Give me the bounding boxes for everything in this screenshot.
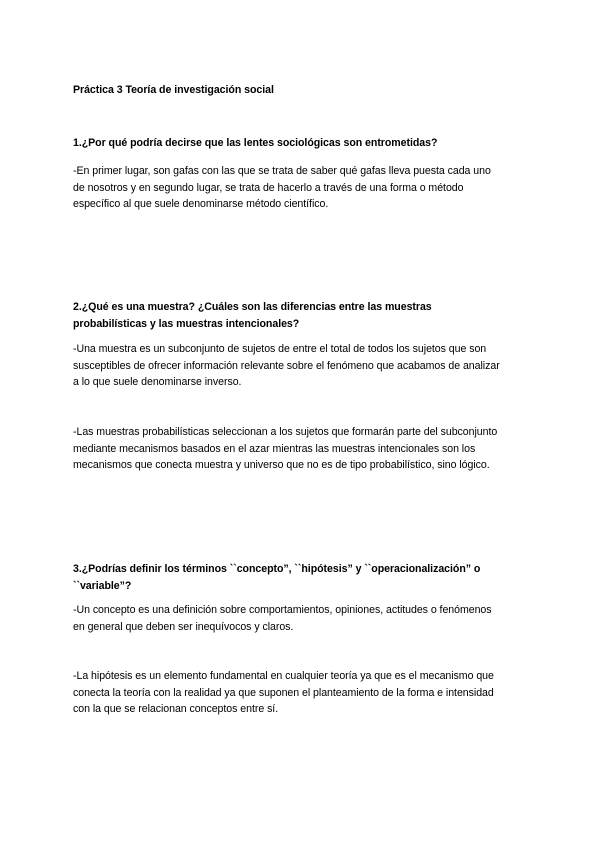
question-1-heading (73, 135, 533, 152)
answer-line: -En primer lugar, son gafas con las que se trata de saber qué gafas lleva puesta cada uno (73, 165, 491, 177)
answer-line: mediante mecanismos basados en el azar mientras las muestras intencionales son los (73, 442, 476, 455)
answer-line: mecanismos que conecta muestra y universo que no es de tipo probabilístico, sino lógico. (73, 459, 490, 472)
question-heading-line: 3.¿Podrías definir los términos ``concepto”, ``hipótesis” y ``operacionalización” o (73, 563, 481, 575)
answer-line: específico al que suele denominarse método científico. (73, 198, 329, 211)
question-1-answer (73, 163, 533, 213)
question-3-heading (73, 561, 533, 594)
question-heading-line: ``variable”? (73, 579, 132, 592)
question-2-answer-1 (73, 341, 533, 391)
question-3-answer-1 (73, 602, 533, 635)
answer-line: -Las muestras probabilísticas seleccionan a los sujetos que formarán parte del subconjunto (73, 426, 498, 438)
answer-line: con la que se relacionan conceptos entre sí. (73, 703, 279, 716)
answer-line: susceptibles de ofrecer información relevante sobre el fenómeno que acabamos de analizar (73, 359, 500, 372)
answer-line: conecta la teoría con la realidad ya que suponen el planteamiento de la forma e intensidad (73, 686, 494, 699)
document-title (73, 82, 533, 99)
question-2-heading (73, 299, 533, 332)
answer-line: de nosotros y en segundo lugar, se trata de hacerlo a través de una forma o método (73, 181, 464, 194)
document-title-text: Práctica 3 Teoría de investigación social (73, 84, 274, 96)
question-3-answer-2 (73, 668, 533, 718)
question-2-answer-2 (73, 424, 533, 474)
question-heading-line: 2.¿Qué es una muestra? ¿Cuáles son las diferencias entre las muestras (73, 301, 432, 313)
answer-line: a lo que suele denominarse inverso. (73, 376, 242, 389)
question-heading-line: probabilísticas y las muestras intencionales? (73, 317, 300, 330)
answer-line: -La hipótesis es un elemento fundamental en cualquier teoría ya que es el mecanismo que (73, 670, 494, 682)
question-heading-line: 1.¿Por qué podría decirse que las lentes sociológicas son entrometidas? (73, 137, 438, 149)
answer-line: -Un concepto es una definición sobre comportamientos, opiniones, actitudes o fenómenos (73, 604, 492, 616)
answer-line: en general que deben ser inequívocos y claros. (73, 620, 294, 633)
answer-line: -Una muestra es un subconjunto de sujetos de entre el total de todos los sujetos que son (73, 343, 487, 355)
